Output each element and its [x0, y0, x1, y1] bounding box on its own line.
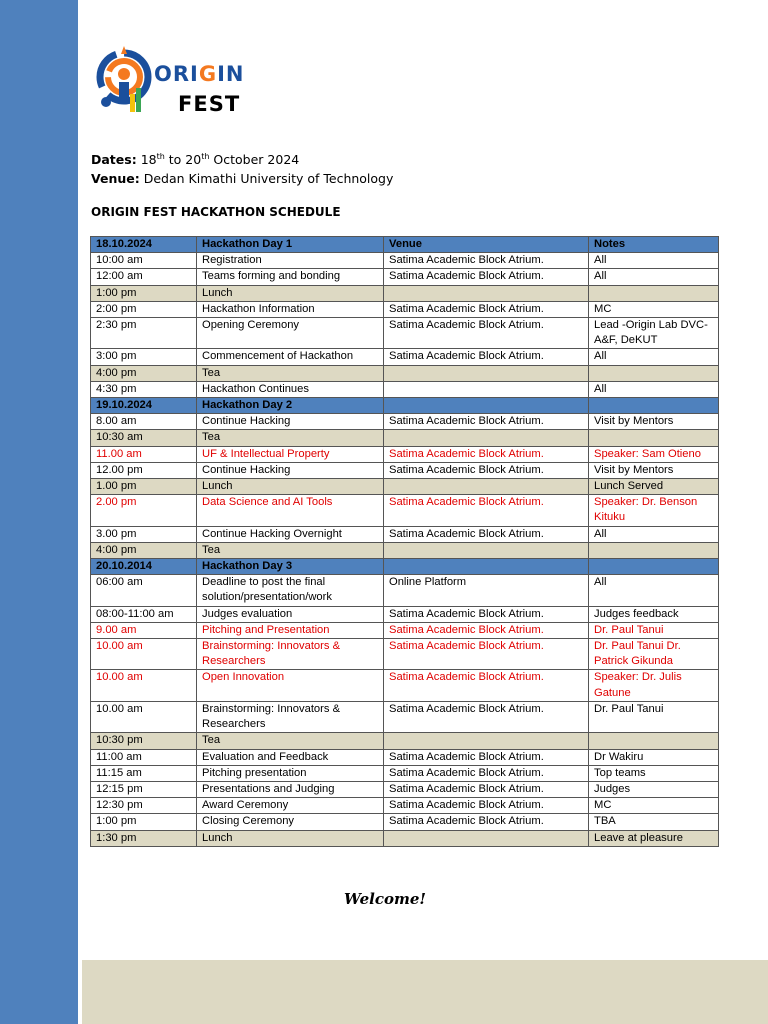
venue-cell: Satima Academic Block Atrium.: [384, 414, 589, 430]
activity-cell: Tea: [197, 430, 384, 446]
time-cell: 10:30 pm: [91, 733, 197, 749]
venue-cell: Satima Academic Block Atrium.: [384, 749, 589, 765]
venue-cell: Satima Academic Block Atrium.: [384, 765, 589, 781]
table-row: [91, 301, 719, 317]
venue-cell: Satima Academic Block Atrium.: [384, 622, 589, 638]
table-row: [91, 542, 719, 558]
notes-cell: Judges: [589, 781, 719, 797]
table-row: [91, 253, 719, 269]
venue-cell: Satima Academic Block Atrium.: [384, 606, 589, 622]
table-row: [91, 830, 719, 846]
table-row: [91, 781, 719, 797]
activity-cell: Lunch: [197, 479, 384, 495]
time-cell: 12.00 pm: [91, 462, 197, 478]
notes-cell: [589, 430, 719, 446]
time-cell: 06:00 am: [91, 575, 197, 606]
notes-cell: All: [589, 575, 719, 606]
venue-cell: [384, 365, 589, 381]
table-row: [91, 269, 719, 285]
activity-cell: Data Science and AI Tools: [197, 495, 384, 526]
footer-band: [82, 960, 768, 1024]
logo-word-origin: ORIGIN: [154, 62, 245, 86]
activity-cell: Brainstorming: Innovators & Researchers: [197, 639, 384, 670]
time-cell: 11:00 am: [91, 749, 197, 765]
notes-cell: All: [589, 381, 719, 397]
notes-cell: [589, 733, 719, 749]
notes-cell: [589, 542, 719, 558]
table-row: [91, 526, 719, 542]
time-cell: 3.00 pm: [91, 526, 197, 542]
activity-cell: Lunch: [197, 285, 384, 301]
venue-cell: Satima Academic Block Atrium.: [384, 318, 589, 349]
event-dates: Dates: 18th to 20th October 2024: [91, 152, 300, 168]
table-row: [91, 414, 719, 430]
notes-cell: [589, 365, 719, 381]
notes-cell: MC: [589, 798, 719, 814]
activity-cell: Continue Hacking: [197, 414, 384, 430]
time-cell: 10:00 am: [91, 253, 197, 269]
venue-cell: [384, 830, 589, 846]
time-cell: 10.00 am: [91, 701, 197, 732]
notes-cell: All: [589, 253, 719, 269]
table-row: [91, 318, 719, 349]
notes-cell: Judges feedback: [589, 606, 719, 622]
venue-cell: [384, 285, 589, 301]
time-cell: 1:00 pm: [91, 285, 197, 301]
venue-cell: Satima Academic Block Atrium.: [384, 301, 589, 317]
notes-cell: [589, 398, 719, 414]
logo-word-fest: FEST: [178, 92, 241, 116]
notes-cell: Speaker: Sam Otieno: [589, 446, 719, 462]
venue-cell: [384, 542, 589, 558]
day-header-row: [91, 398, 719, 414]
venue-cell: Satima Academic Block Atrium.: [384, 462, 589, 478]
time-cell: 4:30 pm: [91, 381, 197, 397]
notes-cell: Speaker: Dr. Benson Kituku: [589, 495, 719, 526]
origin-fest-logo: [94, 44, 274, 120]
activity-cell: Brainstorming: Innovators & Researchers: [197, 701, 384, 732]
activity-cell: Open Innovation: [197, 670, 384, 701]
activity-cell: Pitching and Presentation: [197, 622, 384, 638]
activity-cell: Hackathon Day 2: [197, 398, 384, 414]
notes-cell: TBA: [589, 814, 719, 830]
notes-cell: Speaker: Dr. Julis Gatune: [589, 670, 719, 701]
event-venue: Venue: Dedan Kimathi University of Technology: [91, 171, 394, 186]
welcome-text: Welcome!: [344, 890, 427, 908]
table-row: [91, 701, 719, 732]
venue-cell: Satima Academic Block Atrium.: [384, 701, 589, 732]
time-cell: 1:00 pm: [91, 814, 197, 830]
time-cell: 11:15 am: [91, 765, 197, 781]
time-cell: 12:00 am: [91, 269, 197, 285]
notes-cell: Visit by Mentors: [589, 462, 719, 478]
time-cell: 2:00 pm: [91, 301, 197, 317]
activity-cell: Hackathon Day 3: [197, 559, 384, 575]
venue-cell: Satima Academic Block Atrium.: [384, 349, 589, 365]
activity-cell: Opening Ceremony: [197, 318, 384, 349]
activity-cell: Commencement of Hackathon: [197, 349, 384, 365]
venue-cell: Satima Academic Block Atrium.: [384, 670, 589, 701]
notes-cell: Dr. Paul Tanui: [589, 622, 719, 638]
activity-cell: Tea: [197, 542, 384, 558]
table-row: [91, 733, 719, 749]
table-row: [91, 765, 719, 781]
activity-cell: Hackathon Continues: [197, 381, 384, 397]
activity-cell: Award Ceremony: [197, 798, 384, 814]
time-cell: 19.10.2024: [91, 398, 197, 414]
notes-cell: Lunch Served: [589, 479, 719, 495]
table-row: [91, 798, 719, 814]
venue-cell: Satima Academic Block Atrium.: [384, 639, 589, 670]
notes-cell: Lead -Origin Lab DVC-A&F, DeKUT: [589, 318, 719, 349]
activity-cell: Closing Ceremony: [197, 814, 384, 830]
table-row: [91, 575, 719, 606]
venue-cell: Satima Academic Block Atrium.: [384, 269, 589, 285]
activity-cell: Registration: [197, 253, 384, 269]
table-row: [91, 639, 719, 670]
time-cell: 11.00 am: [91, 446, 197, 462]
time-cell: 10.00 am: [91, 670, 197, 701]
notes-cell: Top teams: [589, 765, 719, 781]
time-cell: 4:00 pm: [91, 542, 197, 558]
venue-cell: Venue: [384, 237, 589, 253]
time-cell: 1.00 pm: [91, 479, 197, 495]
schedule-title: ORIGIN FEST HACKATHON SCHEDULE: [91, 205, 341, 219]
venue-cell: [384, 559, 589, 575]
activity-cell: Lunch: [197, 830, 384, 846]
table-row: [91, 749, 719, 765]
notes-cell: [589, 559, 719, 575]
table-row: [91, 670, 719, 701]
notes-cell: [589, 285, 719, 301]
time-cell: 10:30 am: [91, 430, 197, 446]
venue-cell: Online Platform: [384, 575, 589, 606]
bulb-gear-icon: [94, 44, 154, 120]
time-cell: 12:15 pm: [91, 781, 197, 797]
venue-cell: Satima Academic Block Atrium.: [384, 526, 589, 542]
table-row: [91, 622, 719, 638]
time-cell: 3:00 pm: [91, 349, 197, 365]
notes-cell: Dr Wakiru: [589, 749, 719, 765]
table-row: [91, 814, 719, 830]
table-row: [91, 381, 719, 397]
activity-cell: Tea: [197, 365, 384, 381]
day-header-row: [91, 559, 719, 575]
notes-cell: Dr. Paul Tanui Dr. Patrick Gikunda: [589, 639, 719, 670]
venue-cell: Satima Academic Block Atrium.: [384, 781, 589, 797]
notes-cell: Leave at pleasure: [589, 830, 719, 846]
table-row: [91, 495, 719, 526]
venue-cell: [384, 430, 589, 446]
time-cell: 1:30 pm: [91, 830, 197, 846]
venue-cell: Satima Academic Block Atrium.: [384, 814, 589, 830]
activity-cell: Continue Hacking: [197, 462, 384, 478]
time-cell: 4:00 pm: [91, 365, 197, 381]
notes-cell: All: [589, 269, 719, 285]
activity-cell: Teams forming and bonding: [197, 269, 384, 285]
venue-cell: Satima Academic Block Atrium.: [384, 798, 589, 814]
time-cell: 20.10.2014: [91, 559, 197, 575]
table-row: [91, 446, 719, 462]
table-row: [91, 349, 719, 365]
activity-cell: Pitching presentation: [197, 765, 384, 781]
time-cell: 10.00 am: [91, 639, 197, 670]
venue-cell: [384, 398, 589, 414]
venue-cell: [384, 381, 589, 397]
activity-cell: Hackathon Information: [197, 301, 384, 317]
notes-cell: All: [589, 349, 719, 365]
venue-cell: Satima Academic Block Atrium.: [384, 253, 589, 269]
activity-cell: Judges evaluation: [197, 606, 384, 622]
activity-cell: Continue Hacking Overnight: [197, 526, 384, 542]
venue-cell: [384, 479, 589, 495]
left-sidebar-band: [0, 0, 78, 1024]
time-cell: 9.00 am: [91, 622, 197, 638]
table-row: [91, 365, 719, 381]
notes-cell: All: [589, 526, 719, 542]
time-cell: 2:30 pm: [91, 318, 197, 349]
table-row: [91, 606, 719, 622]
activity-cell: Deadline to post the final solution/presentation/work: [197, 575, 384, 606]
activity-cell: Evaluation and Feedback: [197, 749, 384, 765]
schedule-table: [90, 236, 719, 847]
venue-cell: [384, 733, 589, 749]
activity-cell: Tea: [197, 733, 384, 749]
notes-cell: MC: [589, 301, 719, 317]
time-cell: 2.00 pm: [91, 495, 197, 526]
activity-cell: Hackathon Day 1: [197, 237, 384, 253]
activity-cell: UF & Intellectual Property: [197, 446, 384, 462]
venue-cell: Satima Academic Block Atrium.: [384, 495, 589, 526]
table-row: [91, 462, 719, 478]
day-header-row: [91, 237, 719, 253]
notes-cell: Notes: [589, 237, 719, 253]
activity-cell: Presentations and Judging: [197, 781, 384, 797]
table-row: [91, 479, 719, 495]
notes-cell: Dr. Paul Tanui: [589, 701, 719, 732]
table-row: [91, 430, 719, 446]
time-cell: 08:00-11:00 am: [91, 606, 197, 622]
notes-cell: Visit by Mentors: [589, 414, 719, 430]
venue-cell: Satima Academic Block Atrium.: [384, 446, 589, 462]
table-row: [91, 285, 719, 301]
time-cell: 18.10.2024: [91, 237, 197, 253]
time-cell: 8.00 am: [91, 414, 197, 430]
time-cell: 12:30 pm: [91, 798, 197, 814]
